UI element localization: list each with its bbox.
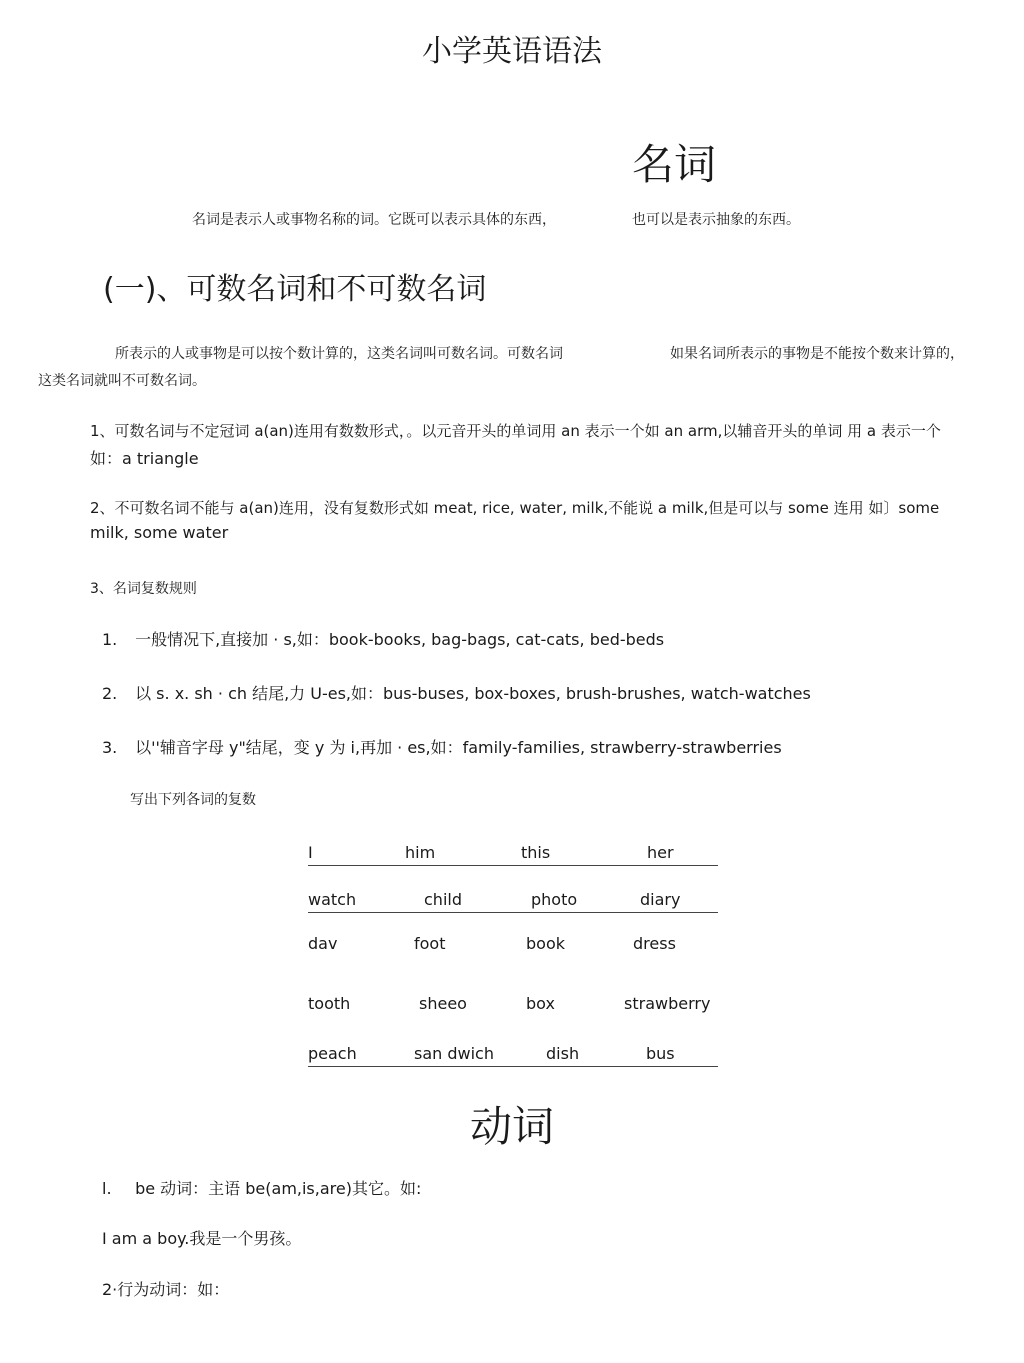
exercise-row — [308, 994, 718, 1016]
exercise-word: diary — [640, 890, 681, 909]
exercise-prompt: 写出下列各词的复数 — [130, 792, 256, 808]
exercise-word: dav — [308, 934, 338, 953]
verb-item-2: 2·行为动词：如： — [102, 1280, 230, 1299]
verb-item-number: l. — [102, 1179, 112, 1198]
rule1-line2: 如：a triangle — [90, 449, 199, 468]
noun-intro-a: 名词是表示人或事物名称的词。它既可以表示具体的东西， — [192, 212, 556, 228]
definition-line2: 这类名词就叫不可数名词。 — [38, 373, 206, 389]
plural-rule-text: 以 s. x. sh · ch 结尾,力 U-es,如：bus-buses, box-boxes, brush-brushes, watch-watches — [135, 684, 811, 703]
exercise-word: this — [521, 843, 551, 862]
definition-line1-b: 如果名词所表示的事物是不能按个数来计算的， — [670, 346, 964, 362]
definition-line1-a: 所表示的人或事物是可以按个数计算的，这类名词叫可数名词。可数名词 — [115, 346, 563, 362]
plural-rule-number: 2. — [102, 684, 118, 703]
exercise-row — [308, 934, 718, 956]
exercise-word: tooth — [308, 994, 351, 1013]
exercise-row — [308, 843, 718, 866]
verb-heading: 动词 — [469, 1102, 554, 1151]
section-heading: (一)、可数名词和不可数名词 — [103, 272, 487, 307]
exercise-word: I — [308, 843, 313, 862]
exercise-word: sheeo — [419, 994, 467, 1013]
verb-example-1: I am a boy.我是一个男孩。 — [102, 1229, 302, 1248]
exercise-row — [308, 890, 718, 913]
exercise-word: dress — [633, 934, 676, 953]
noun-intro-b: 也可以是表示抽象的东西。 — [632, 212, 800, 228]
rule1-line1: 1、可数名词与不定冠词 a(an)连用有数数形式，。以元音开头的单词用 an 表示一个如 an arm,以辅音开头的单词 用 a 表示一个 — [90, 422, 941, 440]
plural-rule-text: 以''辅音字母 y"结尾，变 y 为 i,再加 · es,如：family-families, strawberry-strawberries — [135, 738, 782, 757]
exercise-word: foot — [414, 934, 446, 953]
exercise-word: san dwich — [414, 1044, 494, 1063]
plural-rule-item — [102, 627, 664, 650]
exercise-row — [308, 1044, 718, 1067]
exercise-word: bus — [646, 1044, 675, 1063]
noun-heading: 名词 — [632, 140, 717, 189]
exercise-word: dish — [546, 1044, 580, 1063]
exercise-word: book — [526, 934, 565, 953]
exercise-word: peach — [308, 1044, 357, 1063]
exercise-word: child — [424, 890, 462, 909]
plural-rule-item — [102, 681, 811, 704]
verb-item-text: be 动词：主语 be(am,is,are)其它。如: — [135, 1179, 422, 1198]
rule2-line2: milk, some water — [90, 523, 229, 542]
exercise-word: her — [647, 843, 674, 862]
plural-rule-number: 1. — [102, 630, 118, 649]
exercise-word: watch — [308, 890, 357, 909]
document-title: 小学英语语法 — [422, 34, 602, 69]
exercise-word: him — [405, 843, 436, 862]
rule3-heading: 3、名词复数规则 — [90, 581, 197, 597]
plural-rule-number: 3. — [102, 738, 118, 757]
exercise-word: strawberry — [624, 994, 711, 1013]
verb-item-1 — [102, 1176, 421, 1199]
rule2-line1: 2、不可数名词不能与 a(an)连用，没有复数形式如 meat, rice, water, milk,不能说 a milk,但是可以与 some 连用 如〕some — [90, 499, 940, 517]
plural-rule-text: 一般情况下,直接加 · s,如：book-books, bag-bags, cat-cats, bed-beds — [135, 630, 665, 649]
plural-rule-item — [102, 735, 782, 758]
exercise-word: box — [526, 994, 555, 1013]
exercise-word: photo — [531, 890, 578, 909]
